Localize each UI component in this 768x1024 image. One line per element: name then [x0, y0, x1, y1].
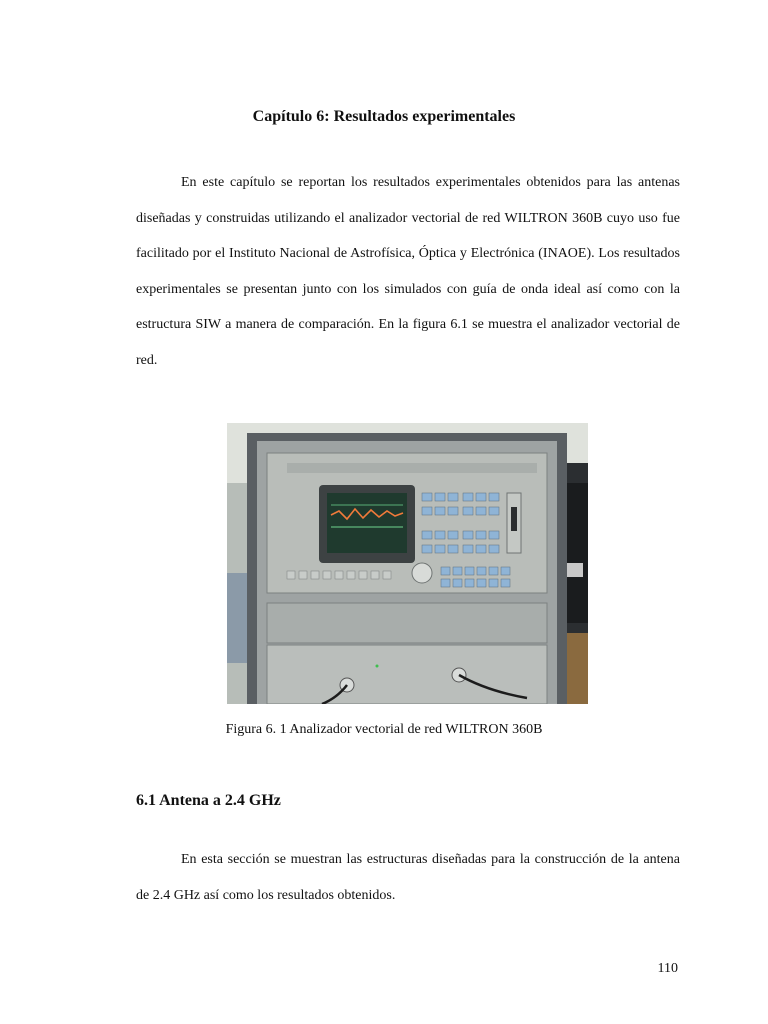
section-paragraph-text: En esta sección se muestran las estructuras diseñadas para la construcción de la antena de 2.4 GHz así como los resultados obtenidos. [136, 852, 680, 903]
figure-caption: Figura 6. 1 Analizador vectorial de red WILTRON 360B [225, 722, 543, 737]
section-title: 6.1 Antena a 2.4 GHz [136, 792, 281, 809]
network-analyzer-photo [227, 423, 588, 704]
intro-paragraph [136, 165, 680, 379]
section-paragraph [136, 842, 680, 913]
page-number: 110 [657, 961, 678, 976]
chapter-title: Capítulo 6: Resultados experimentales [252, 108, 516, 125]
intro-paragraph-text: En este capítulo se reportan los resultados experimentales obtenidos para las antenas diseñadas y construidas utilizando el analizador vectorial de red WILTRON 360B cuyo uso fue facilitado por el Instituto Nacional de Astrofísica, Óptica y Electrónica (INAOE). Los resultados experimentales se presentan junto con los simulados con guía de onda ideal así como con la estructura SIW a manera de comparación. En la figura 6.1 se muestra el analizador vectorial de red. [136, 175, 680, 368]
